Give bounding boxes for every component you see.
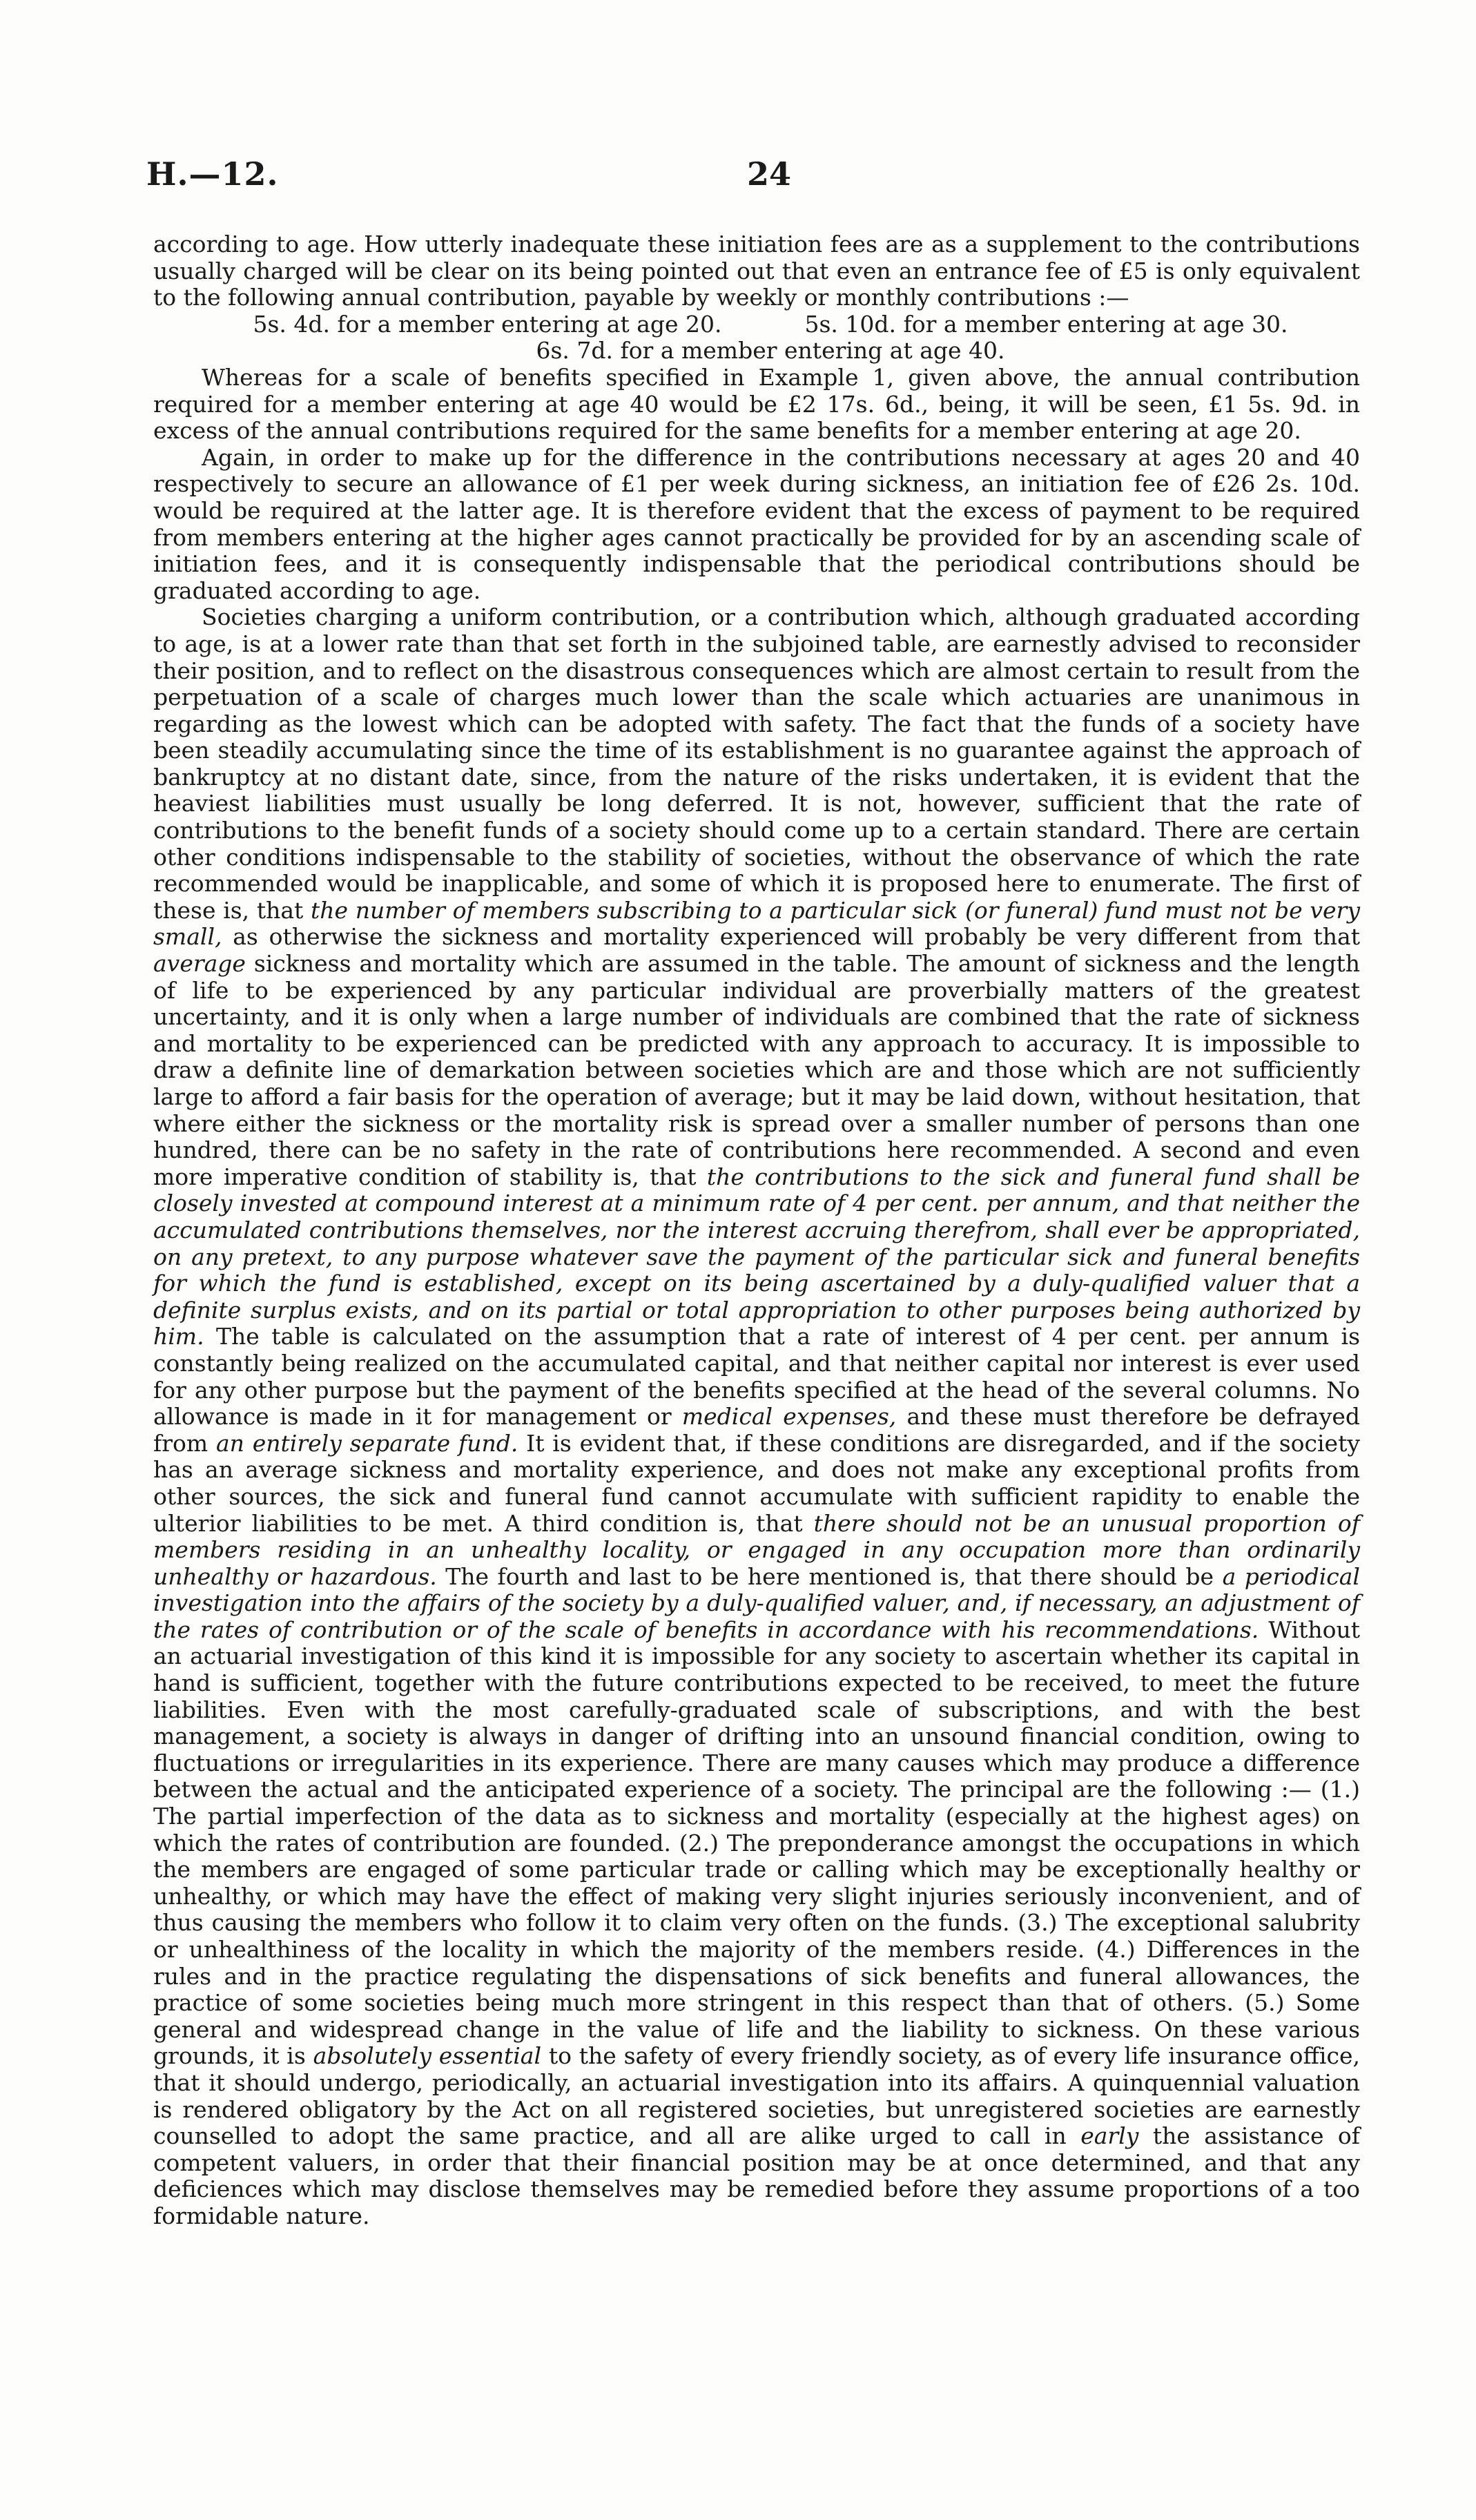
- emphasis-run: the number of members subscribing to a particular sick (or funeral) fund must not be very small,: [153, 896, 1360, 951]
- body-text: [153, 231, 1360, 2230]
- rate-age-40: 6s. 7d. for a member entering at age 40.: [536, 337, 1005, 365]
- text-run: Societies charging a uniform contribution, or a contribution which, although graduated according to age, is at a lower rate than that set forth in the subjoined table, are earnestly advised to reconsider their position, and to reflect on the disastrous consequences which are almost certain to result from the perpetuation of a scale of charges much lower than the scale which actuaries are unanimous in regarding as the lowest which can be adopted with safety. The fact that the funds of a society have been steadily accumulating since the time of its establishment is no guarantee against the approach of bankruptcy at no distant date, since, from the nature of the risks undertaken, it is evident that the heaviest liabilities must usually be long deferred. It is not, however, sufficient that the rate of contributions to the benefit funds of a society should come up to a certain standard. There are certain other conditions indispensable to the stability of societies, without the observance of which the rate recommended would be inapplicable, and some of which it is proposed here to enumerate. The first of these is, that: [153, 603, 1360, 924]
- emphasis-run: an entirely separate fund.: [215, 1429, 518, 1457]
- emphasis-run: average: [153, 950, 246, 978]
- emphasis-run: the contributions to the sick and funeral fund shall be closely invested at compound interest at a minimum rate of 4 per cent. per annum, and that neither the accumulated contributions themselves, nor the interest accruing therefrom, shall ever be appropriated, on any pretext, to any purpose whatever save the payment of the particular sick and funeral benefits for which the fund is established, except on its being ascertained by a duly-qualified valuer that a definite surplus exists, and on its partial or total appropriation to other purposes being authorized by him.: [153, 1163, 1360, 1350]
- emphasis-run: medical expenses,: [681, 1403, 897, 1431]
- page-number: 24: [747, 155, 792, 193]
- text-run: Without an actuarial investigation of this kind it is impossible for any society to ascertain whether its capital in hand is sufficient, together with the future contributions expected to be received, to meet the future liabilities. Even with the most carefully-graduated scale of subscriptions, and with the best management, a society is always in danger of drifting into an unsound financial condition, owing to fluctuations or irregularities in its experience. There are many causes which may produce a difference between the actual and the anticipated experience of a society. The principal are the following :— (1.) The partial imperfection of the data as to sickness and mortality (especially at the highest ages) on which the rates of contribution are founded. (2.) The preponderance amongst the occupations in which the members are engaged of some particular trade or calling which may be exceptionally healthy or unhealthy, or which may have the effect of making very slight injuries seriously inconvenient, and of thus causing the members who follow it to claim very often on the funds. (3.) The exceptional salubrity or unhealthiness of the locality in which the majority of the members reside. (4.) Differences in the rules and in the practice regulating the dispensations of sick benefits and funeral allowances, the practice of some societies being much more stringent in this respect than that of others. (5.) Some general and widespread change in the value of life and the liability to sickness. On these various grounds, it is: [153, 1616, 1360, 2070]
- rate-age-20: 5s. 4d. for a member entering at age 20.: [253, 310, 722, 338]
- intro-paragraph: according to age. How utterly inadequate these initiation fees are as a supplement to the contributions usually charged will be clear on its being pointed out that even an entrance fee of £5 is only equivalent to the following annual contribution, payable by weekly or monthly contributions :—: [153, 231, 1360, 311]
- page-header: [146, 155, 1367, 204]
- emphasis-run: early: [1080, 2122, 1139, 2150]
- contribution-rates: [153, 311, 1360, 365]
- rate-age-30: 5s. 10d. for a member entering at age 30.: [804, 310, 1288, 338]
- emphasis-run: absolutely essential: [313, 2042, 542, 2070]
- emphasis-run: a periodical investigation into the affairs of the society by a duly-qualified valuer, and, if necessary, an adjustment of the rates of contribution or of the scale of benefits in accordance with his recommendations.: [153, 1562, 1360, 1643]
- text-run: The fourth and last to be here mentioned is, that there should be: [445, 1562, 1214, 1590]
- text-run: It is evident that, if these conditions are disregarded, and if the society has an average sickness and mortality experience, and does not make any exceptional profits from other sources, the sick and funeral fund cannot accumulate with sufficient rapidity to enable the ulterior liabilities to be met. A third condition is, that: [153, 1429, 1360, 1537]
- rates-row: [153, 338, 1360, 365]
- text-run: The table is calculated on the assumption that a rate of interest of 4 per cent. per annum is constantly being realized on the accumulated capital, and that neither capital nor interest is ever used for any other purpose but the payment of the benefits specified at the head of the several columns. No allowance is made in it for management or: [153, 1323, 1361, 1431]
- paragraph-again: Again, in order to make up for the difference in the contributions necessary at ages 20 and 40 respectively to secure an allowance of £1 per week during sickness, an initiation fee of £26 2s. 10d. would be required at the latter age. It is therefore evident that the excess of payment to be required from members entering at the higher ages cannot practically be provided for by an ascending scale of initiation fees, and it is consequently indispensable that the periodical contributions should be graduated according to age.: [153, 443, 1360, 604]
- text-run: to the safety of every friendly society, as of every life insurance office, that it should undergo, periodically, an actuarial investigation into its affairs. A quinquennial valuation is rendered obligatory by the Act on all registered societies, but unregistered societies are earnestly counselled to adopt the same practice, and all are alike urged to call in: [153, 2042, 1360, 2150]
- rates-row: [153, 311, 1360, 338]
- text-run: the assistance of competent valuers, in order that their financial position may be at once determined, and that any deficiences which may disclose themselves may be remedied before they assume proportions of a too formidable nature.: [153, 2122, 1361, 2229]
- document-reference: H.—12.: [146, 155, 279, 193]
- paragraph-societies: [153, 604, 1360, 2229]
- emphasis-run: there should not be an unusual proportion of members residing in an unhealthy locality, or engaged in any occupation more than ordinarily unhealthy or hazardous.: [153, 1509, 1360, 1590]
- paragraph-whereas: Whereas for a scale of benefits specified in Example 1, given above, the annual contribution required for a member entering at age 40 would be £2 17s. 6d., being, it will be seen, £1 5s. 9d. in excess of the annual contributions required for the same benefits for a member entering at age 20.: [153, 363, 1360, 445]
- text-run: sickness and mortality which are assumed in the table. The amount of sickness and the length of life to be experienced by any particular individual are proverbially matters of the greatest uncertainty, and it is only when a large number of individuals are combined that the rate of sickness and mortality to be experienced can be predicted with any approach to accuracy. It is impossible to draw a definite line of demarkation between societies which are and those which are not sufficiently large to afford a fair basis for the operation of average; but it may be laid down, without hesitation, that where either the sickness or the mortality risk is spread over a smaller number of persons than one hundred, there can be no safety in the rate of contributions here recommended. A second and even more imperative condition of stability is, that: [153, 950, 1360, 1190]
- text-run: and these must therefore be defrayed from: [153, 1403, 1360, 1457]
- text-run: as otherwise the sickness and mortality experienced will probably be very different from that: [233, 923, 1360, 951]
